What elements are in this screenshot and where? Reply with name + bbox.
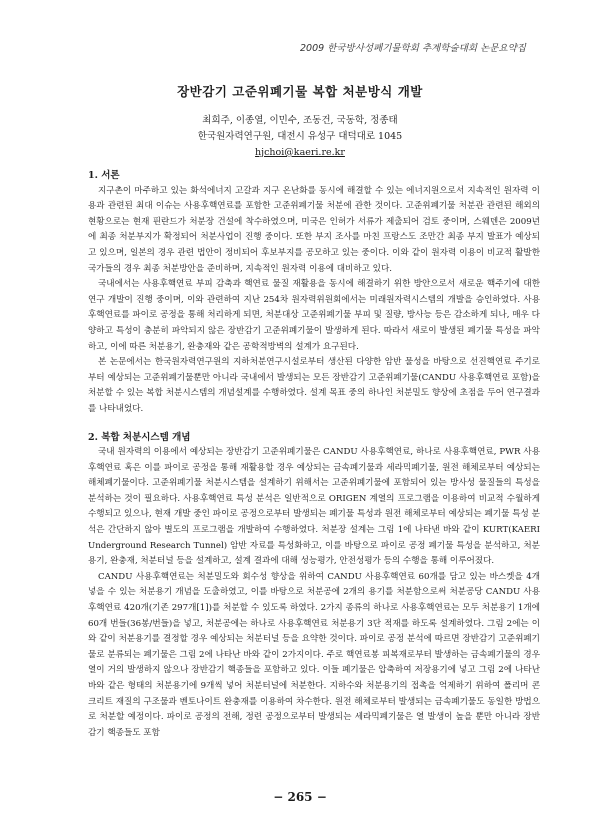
author-email[interactable]: hjchoi@kaeri.re.kr — [255, 147, 345, 158]
section-system-concept — [88, 430, 540, 742]
author-affiliation: 한국원자력연구원, 대전시 유성구 대덕대로 1045 — [197, 131, 403, 142]
paragraph: CANDU 사용후핵연료는 처분밀도와 회수성 향상을 위하여 CANDU 사용후핵연료 60개를 담고 있는 바스켓을 4개 넣을 수 있는 처분용기 개념을 도출하였고, 이를 바탕으로 처분공에 2개의 용기를 처분함으로써 처분공당 CANDU 사용후핵연료 420개(기존 297개[1])를 처분할 수 있도록 하였다. 2가지 종류의 하나로 사용후핵연료는 모두 처분용기 1개에 60개 번들(36봉/번들)을 넣고, 처분공에는 하나로 사용후핵연료 처분용기 3단 적재를 하도록 설계하였다. 그림 2에는 이와 같이 처분용기를 결정할 경우 예상되는 처분터널 등을 요약한 것이다. 파이로 공정 분석에 따르면 장반감기 고준위폐기물로 분류되는 폐기물은 그림 2에 나타난 바와 같이 2가지이다. 주로 핵연료봉 피복재로부터 발생하는 금속폐기물의 경우 열이 거의 발생하지 않으나 장반감기 핵종들을 포함하고 있다. 이들 폐기물은 압축하여 저장용기에 넣고 그림 2에 나타난 바와 같은 형태의 처분용기에 9개씩 넣어 처분터널에 처분한다. 지하수와 처분용기의 접촉을 억제하기 위하여 폴리머 콘크리트 재질의 구조물과 벤토나이트 완충재를 이용하여 차수한다. 원전 해체로부터 발생되는 금속폐기물도 동일한 방법으로 처분할 예정이다. 파이로 공정의 전해, 정련 공정으로부터 발생되는 세라믹폐기물은 열 발생이 높을 뿐만 아니라 장반감기 핵종들도 포함 — [88, 571, 540, 738]
paragraph: 본 논문에서는 한국원자력연구원의 지하처분연구시설로부터 생산된 다양한 암반 물성을 바탕으로 선진핵연료 주기로부터 예상되는 고준위폐기물뿐만 아니라 국내에서 발생되는 모든 장반감기 고준위폐기물(CANDU 사용후핵연료 포함)을 처분할 수 있는 복합 처분시스템의 개념설계를 수행하였다. 설계 목표 중의 하나인 처분밀도 향상에 초점을 두어 연구결과를 나타내었다. — [88, 357, 540, 414]
author-names: 최희주, 이종열, 이민수, 조동건, 국동학, 정종태 — [202, 115, 398, 126]
paragraph: 국내에서는 사용후핵연료 부피 감축과 핵연료 물질 재활용을 동시에 해결하기 위한 방안으로서 새로운 핵주기에 대한 연구 개발이 진행 중이며, 이와 관련하여 지난 254차 원자력위원회에서는 미래원자력시스템의 개발을 승인하였다. 사용후핵연료를 파이로 공정을 통해 처리하게 되면, 처분대상 고준위폐기물 부피 및 질량, 방사능 등은 감소하게 되나, 매우 다양하고 특성이 충분히 파악되지 않은 장반감기 고준위폐기물이 발생하게 된다. 따라서 새로이 발생된 폐기물 특성을 파악하고, 이에 따른 처분용기, 완충재와 같은 공학적방벽의 설계가 요구된다. — [88, 279, 540, 352]
author-block — [0, 113, 600, 161]
proceedings-header: 2009 한국방사성폐기물학회 추계학술대회 논문요약집 — [300, 43, 526, 54]
section-heading: 2. 복합 처분시스템 개념 — [88, 431, 191, 443]
page-number: − 265 − — [273, 790, 327, 804]
paragraph: 국내 원자력의 이용에서 예상되는 장반감기 고준위폐기물은 CANDU 사용후핵연료, 하나로 사용후핵연료, PWR 사용후핵연료 혹은 이를 파이로 공정을 통해 재활용할 경우 예상되는 금속폐기물과 세라믹폐기물, 원전 해체로부터 예상되는 해체폐기물이다. 고준위폐기물 처분시스템을 설계하기 위해서는 고준위폐기물에 포함되어 있는 방사성 물질들의 특성을 분석하는 것이 필요하다. 사용후핵연료 특성 분석은 일반적으로 ORIGEN 계열의 프로그램을 이용하여 비교적 수월하게 수행되고 있으나, 현재 개발 중인 파이로 공정으로부터 발생되는 폐기물 특성과 원전 해체로부터 예상되는 폐기물 특성 분석은 간단하지 않아 별도의 프로그램을 개발하여 수행하였다. 처분장 설계는 그림 1에 나타낸 바와 같이 KURT(KAERI Underground Research Tunnel) 암반 자료를 특성화하고, 이를 바탕으로 파이로 공정 폐기물 특성을 분석하고, 처분용기, 완충재, 처분터널 등을 설계하고, 설계 결과에 대해 성능평가, 안전성평가 등의 수행을 통해 이루어졌다. — [88, 447, 540, 567]
paper-title: 장반감기 고준위폐기물 복합 처분방식 개발 — [177, 84, 423, 99]
paragraph: 지구촌이 마주하고 있는 화석에너지 고갈과 지구 온난화를 동시에 해결할 수 있는 에너지원으로서 지속적인 원자력 이용과 관련된 최대 이슈는 사용후핵연료를 포함한 고준위폐기물 처분에 관한 것이다. 고준위폐기물 처분관 관련된 해외의 현황으로는 현재 핀란드가 처분장 건설에 착수하였으며, 미국은 인허가 서류가 제출되어 검토 중이며, 스웨덴은 2009년에 최종 처분부지가 확정되어 처분사업이 진행 중이다. 또한 부지 조사를 마친 프랑스도 조만간 최종 부지 발표가 예상되고 있으며, 일본의 경우 관련 법안이 정비되어 후보부지를 공모하고 있는 중이다. 이와 같이 원자력 이용이 비교적 활발한 국가들의 경우 최종 처분방안을 준비하며, 지속적인 원자력 이용에 대비하고 있다. — [88, 185, 540, 274]
section-introduction — [88, 168, 540, 418]
section-heading: 1. 서론 — [88, 170, 120, 181]
paper-body — [88, 168, 540, 741]
